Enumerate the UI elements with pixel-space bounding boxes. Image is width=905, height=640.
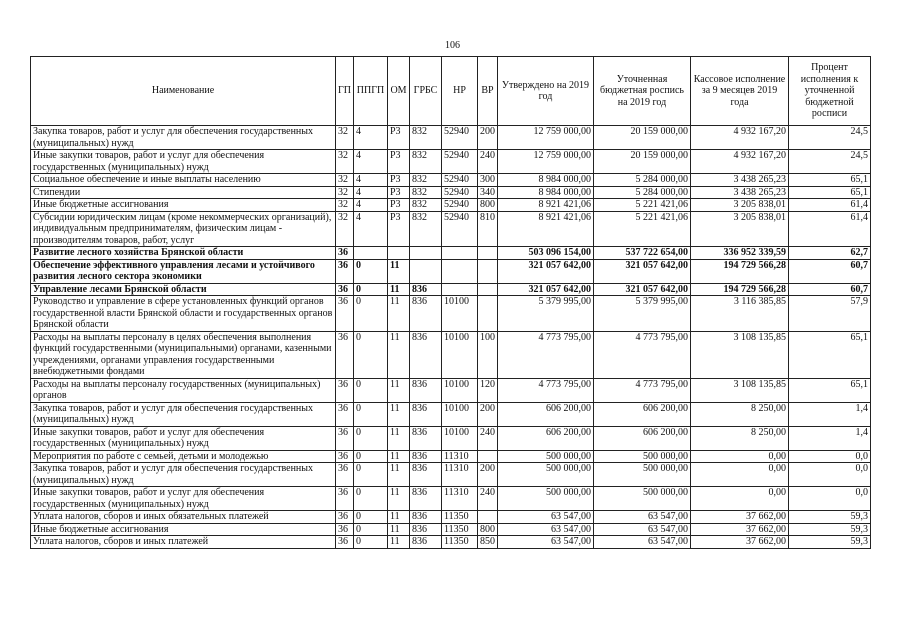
cell-cash: 4 932 167,20 [691,150,789,174]
header-ppgp: ППГП [354,57,388,126]
header-nr: НР [442,57,478,126]
cell-ppgp: 0 [354,283,388,296]
cell-nr: 52940 [442,174,478,187]
table-row [31,126,871,150]
cell-name: Иные бюджетные ассигнования [31,199,336,212]
cell-gp: 36 [336,378,354,402]
cell-ppgp: 0 [354,463,388,487]
cell-vr: 200 [478,463,498,487]
cell-cash: 37 662,00 [691,511,789,524]
cell-percent: 0,0 [789,487,871,511]
header-om: ОМ [388,57,410,126]
table-row [31,463,871,487]
cell-refined: 500 000,00 [594,463,691,487]
cell-nr: 11310 [442,463,478,487]
cell-approved: 8 921 421,06 [498,199,594,212]
cell-gp: 32 [336,150,354,174]
cell-om: Р3 [388,150,410,174]
header-vr: ВР [478,57,498,126]
cell-refined: 5 284 000,00 [594,186,691,199]
cell-name: Руководство и управление в сфере установленных функций органов государственной власти Брянской области и государственных органов Брянской области [31,296,336,332]
cell-grbs: 832 [410,199,442,212]
cell-nr: 52940 [442,211,478,247]
cell-grbs: 836 [410,450,442,463]
cell-ppgp [354,247,388,260]
cell-grbs: 836 [410,378,442,402]
cell-approved: 606 200,00 [498,402,594,426]
budget-table [30,56,871,549]
cell-nr: 10100 [442,426,478,450]
cell-approved: 63 547,00 [498,511,594,524]
cell-approved: 321 057 642,00 [498,283,594,296]
table-row [31,283,871,296]
cell-name: Управление лесами Брянской области [31,283,336,296]
cell-grbs: 836 [410,426,442,450]
cell-nr [442,283,478,296]
cell-percent: 60,7 [789,259,871,283]
cell-grbs: 832 [410,126,442,150]
header-percent: Процент исполнения к уточненной бюджетной росписи [789,57,871,126]
cell-approved: 8 921 421,06 [498,211,594,247]
cell-refined: 606 200,00 [594,402,691,426]
table-row [31,174,871,187]
cell-cash: 3 438 265,23 [691,174,789,187]
cell-percent: 24,5 [789,150,871,174]
cell-approved: 8 984 000,00 [498,186,594,199]
cell-ppgp: 4 [354,174,388,187]
cell-gp: 32 [336,211,354,247]
cell-approved: 500 000,00 [498,487,594,511]
cell-om: 11 [388,259,410,283]
cell-vr: 100 [478,331,498,378]
cell-name: Стипендии [31,186,336,199]
cell-approved: 63 547,00 [498,536,594,549]
cell-gp: 36 [336,523,354,536]
cell-gp: 36 [336,247,354,260]
cell-refined: 20 159 000,00 [594,150,691,174]
table-row [31,296,871,332]
cell-percent: 59,3 [789,536,871,549]
cell-name: Расходы на выплаты персоналу государственных (муниципальных) органов [31,378,336,402]
cell-ppgp: 4 [354,126,388,150]
cell-grbs: 836 [410,463,442,487]
cell-approved: 5 379 995,00 [498,296,594,332]
cell-vr: 240 [478,426,498,450]
cell-name: Иные закупки товаров, работ и услуг для обеспечения государственных (муниципальных) нужд [31,426,336,450]
cell-grbs: 832 [410,174,442,187]
cell-approved: 4 773 795,00 [498,378,594,402]
cell-approved: 4 773 795,00 [498,331,594,378]
cell-refined: 5 284 000,00 [594,174,691,187]
cell-percent: 57,9 [789,296,871,332]
cell-grbs: 836 [410,523,442,536]
cell-om: 11 [388,378,410,402]
cell-nr: 52940 [442,186,478,199]
cell-refined: 4 773 795,00 [594,331,691,378]
cell-approved: 63 547,00 [498,523,594,536]
cell-percent: 61,4 [789,199,871,212]
cell-cash: 4 932 167,20 [691,126,789,150]
table-row [31,487,871,511]
cell-gp: 36 [336,463,354,487]
cell-refined: 537 722 654,00 [594,247,691,260]
cell-gp: 36 [336,511,354,524]
cell-cash: 336 952 339,59 [691,247,789,260]
cell-name: Закупка товаров, работ и услуг для обеспечения государственных (муниципальных) нужд [31,463,336,487]
table-row [31,511,871,524]
cell-percent: 59,3 [789,523,871,536]
cell-vr: 200 [478,402,498,426]
cell-gp: 32 [336,186,354,199]
cell-grbs: 836 [410,296,442,332]
cell-percent: 0,0 [789,450,871,463]
cell-refined: 500 000,00 [594,450,691,463]
cell-nr: 52940 [442,199,478,212]
cell-approved: 12 759 000,00 [498,126,594,150]
cell-cash: 0,00 [691,463,789,487]
cell-om: Р3 [388,199,410,212]
cell-om: 11 [388,296,410,332]
cell-ppgp: 0 [354,331,388,378]
cell-name: Иные закупки товаров, работ и услуг для обеспечения государственных (муниципальных) нужд [31,487,336,511]
cell-grbs: 832 [410,150,442,174]
cell-om: 11 [388,463,410,487]
cell-name: Закупка товаров, работ и услуг для обеспечения государственных (муниципальных) нужд [31,402,336,426]
cell-vr [478,450,498,463]
cell-nr: 10100 [442,402,478,426]
cell-cash: 8 250,00 [691,426,789,450]
cell-vr [478,259,498,283]
cell-approved: 12 759 000,00 [498,150,594,174]
cell-refined: 5 221 421,06 [594,199,691,212]
header-row [31,57,871,126]
cell-ppgp: 0 [354,378,388,402]
table-row [31,426,871,450]
cell-om: 11 [388,511,410,524]
cell-ppgp: 0 [354,487,388,511]
cell-cash: 194 729 566,28 [691,259,789,283]
cell-vr: 800 [478,523,498,536]
cell-gp: 36 [336,402,354,426]
cell-cash: 3 116 385,85 [691,296,789,332]
cell-nr [442,259,478,283]
cell-ppgp: 0 [354,536,388,549]
cell-gp: 32 [336,126,354,150]
cell-percent: 61,4 [789,211,871,247]
cell-vr [478,511,498,524]
cell-cash: 3 108 135,85 [691,378,789,402]
table-row [31,450,871,463]
table-row [31,186,871,199]
cell-percent: 1,4 [789,426,871,450]
cell-gp: 36 [336,487,354,511]
header-gp: ГП [336,57,354,126]
cell-approved: 500 000,00 [498,463,594,487]
cell-refined: 63 547,00 [594,523,691,536]
cell-percent: 65,1 [789,331,871,378]
cell-cash: 8 250,00 [691,402,789,426]
cell-refined: 5 379 995,00 [594,296,691,332]
cell-percent: 60,7 [789,283,871,296]
cell-cash: 3 205 838,01 [691,211,789,247]
cell-gp: 36 [336,426,354,450]
cell-approved: 500 000,00 [498,450,594,463]
cell-cash: 37 662,00 [691,536,789,549]
table-row [31,150,871,174]
cell-percent: 65,1 [789,174,871,187]
cell-nr: 11350 [442,523,478,536]
cell-cash: 0,00 [691,450,789,463]
cell-om: 11 [388,450,410,463]
table-row [31,523,871,536]
cell-grbs: 832 [410,186,442,199]
cell-ppgp: 0 [354,511,388,524]
cell-approved: 606 200,00 [498,426,594,450]
table-row [31,536,871,549]
cell-vr [478,247,498,260]
cell-ppgp: 0 [354,402,388,426]
cell-grbs: 832 [410,211,442,247]
cell-gp: 36 [336,283,354,296]
cell-percent: 1,4 [789,402,871,426]
cell-ppgp: 0 [354,426,388,450]
cell-om: 11 [388,536,410,549]
cell-ppgp: 4 [354,150,388,174]
cell-nr: 52940 [442,150,478,174]
cell-om: 11 [388,331,410,378]
cell-percent: 62,7 [789,247,871,260]
cell-cash: 3 205 838,01 [691,199,789,212]
table-row [31,199,871,212]
cell-om: 11 [388,283,410,296]
cell-grbs [410,247,442,260]
header-grbs: ГРБС [410,57,442,126]
table-row [31,402,871,426]
cell-name: Обеспечение эффективного управления лесами и устойчивого развития лесного сектора экономики [31,259,336,283]
cell-name: Социальное обеспечение и иные выплаты населению [31,174,336,187]
cell-nr: 11350 [442,536,478,549]
cell-gp: 36 [336,536,354,549]
cell-nr: 10100 [442,378,478,402]
cell-refined: 5 221 421,06 [594,211,691,247]
cell-vr: 240 [478,150,498,174]
cell-refined: 606 200,00 [594,426,691,450]
cell-vr [478,296,498,332]
cell-name: Субсидии юридическим лицам (кроме некоммерческих организаций), индивидуальным предпринимателям, физическим лицам - производителям товаров, работ, услуг [31,211,336,247]
cell-approved: 503 096 154,00 [498,247,594,260]
cell-om: Р3 [388,186,410,199]
cell-name: Уплата налогов, сборов и иных обязательных платежей [31,511,336,524]
cell-refined: 20 159 000,00 [594,126,691,150]
cell-nr: 11350 [442,511,478,524]
cell-vr: 240 [478,487,498,511]
header-cash: Кассовое исполнение за 9 месяцев 2019 года [691,57,789,126]
cell-ppgp: 4 [354,199,388,212]
cell-grbs: 836 [410,283,442,296]
cell-vr: 340 [478,186,498,199]
cell-grbs: 836 [410,487,442,511]
cell-gp: 36 [336,296,354,332]
cell-om [388,247,410,260]
cell-refined: 4 773 795,00 [594,378,691,402]
cell-percent: 65,1 [789,186,871,199]
cell-name: Расходы на выплаты персоналу в целях обеспечения выполнения функций государственными (муниципальными) органами, казенными учреждениями, органами управления государственными внебюджетными фондами [31,331,336,378]
cell-refined: 500 000,00 [594,487,691,511]
cell-om: Р3 [388,174,410,187]
cell-name: Мероприятия по работе с семьей, детьми и молодежью [31,450,336,463]
cell-cash: 37 662,00 [691,523,789,536]
cell-vr: 120 [478,378,498,402]
cell-name: Иные бюджетные ассигнования [31,523,336,536]
cell-approved: 8 984 000,00 [498,174,594,187]
cell-grbs: 836 [410,331,442,378]
cell-vr: 200 [478,126,498,150]
cell-cash: 3 438 265,23 [691,186,789,199]
cell-om: Р3 [388,211,410,247]
cell-name: Развитие лесного хозяйства Брянской области [31,247,336,260]
cell-cash: 0,00 [691,487,789,511]
cell-refined: 321 057 642,00 [594,283,691,296]
cell-percent: 0,0 [789,463,871,487]
cell-vr [478,283,498,296]
cell-vr: 800 [478,199,498,212]
cell-percent: 65,1 [789,378,871,402]
cell-gp: 36 [336,450,354,463]
cell-ppgp: 0 [354,296,388,332]
cell-refined: 321 057 642,00 [594,259,691,283]
cell-cash: 194 729 566,28 [691,283,789,296]
header-approved: Утверждено на 2019 год [498,57,594,126]
cell-vr: 300 [478,174,498,187]
cell-nr [442,247,478,260]
page-number: 106 [445,40,460,51]
cell-om: Р3 [388,126,410,150]
cell-ppgp: 4 [354,211,388,247]
cell-ppgp: 0 [354,259,388,283]
table-row [31,378,871,402]
cell-om: 11 [388,487,410,511]
cell-vr: 850 [478,536,498,549]
cell-ppgp: 4 [354,186,388,199]
cell-om: 11 [388,426,410,450]
table-row [31,211,871,247]
cell-gp: 36 [336,331,354,378]
cell-gp: 32 [336,174,354,187]
cell-ppgp: 0 [354,523,388,536]
cell-name: Уплата налогов, сборов и иных платежей [31,536,336,549]
header-refined: Уточненная бюджетная роспись на 2019 год [594,57,691,126]
cell-percent: 59,3 [789,511,871,524]
cell-grbs: 836 [410,511,442,524]
cell-om: 11 [388,402,410,426]
cell-nr: 52940 [442,126,478,150]
cell-grbs: 836 [410,402,442,426]
cell-nr: 10100 [442,331,478,378]
cell-om: 11 [388,523,410,536]
cell-nr: 10100 [442,296,478,332]
cell-grbs: 836 [410,536,442,549]
cell-percent: 24,5 [789,126,871,150]
cell-nr: 11310 [442,450,478,463]
table-row [31,247,871,260]
table-row [31,331,871,378]
cell-grbs [410,259,442,283]
cell-gp: 32 [336,199,354,212]
cell-approved: 321 057 642,00 [498,259,594,283]
cell-cash: 3 108 135,85 [691,331,789,378]
cell-nr: 11310 [442,487,478,511]
cell-vr: 810 [478,211,498,247]
cell-refined: 63 547,00 [594,536,691,549]
cell-name: Иные закупки товаров, работ и услуг для обеспечения государственных (муниципальных) нужд [31,150,336,174]
cell-name: Закупка товаров, работ и услуг для обеспечения государственных (муниципальных) нужд [31,126,336,150]
header-name: Наименование [31,57,336,126]
table-row [31,259,871,283]
cell-ppgp: 0 [354,450,388,463]
cell-refined: 63 547,00 [594,511,691,524]
cell-gp: 36 [336,259,354,283]
